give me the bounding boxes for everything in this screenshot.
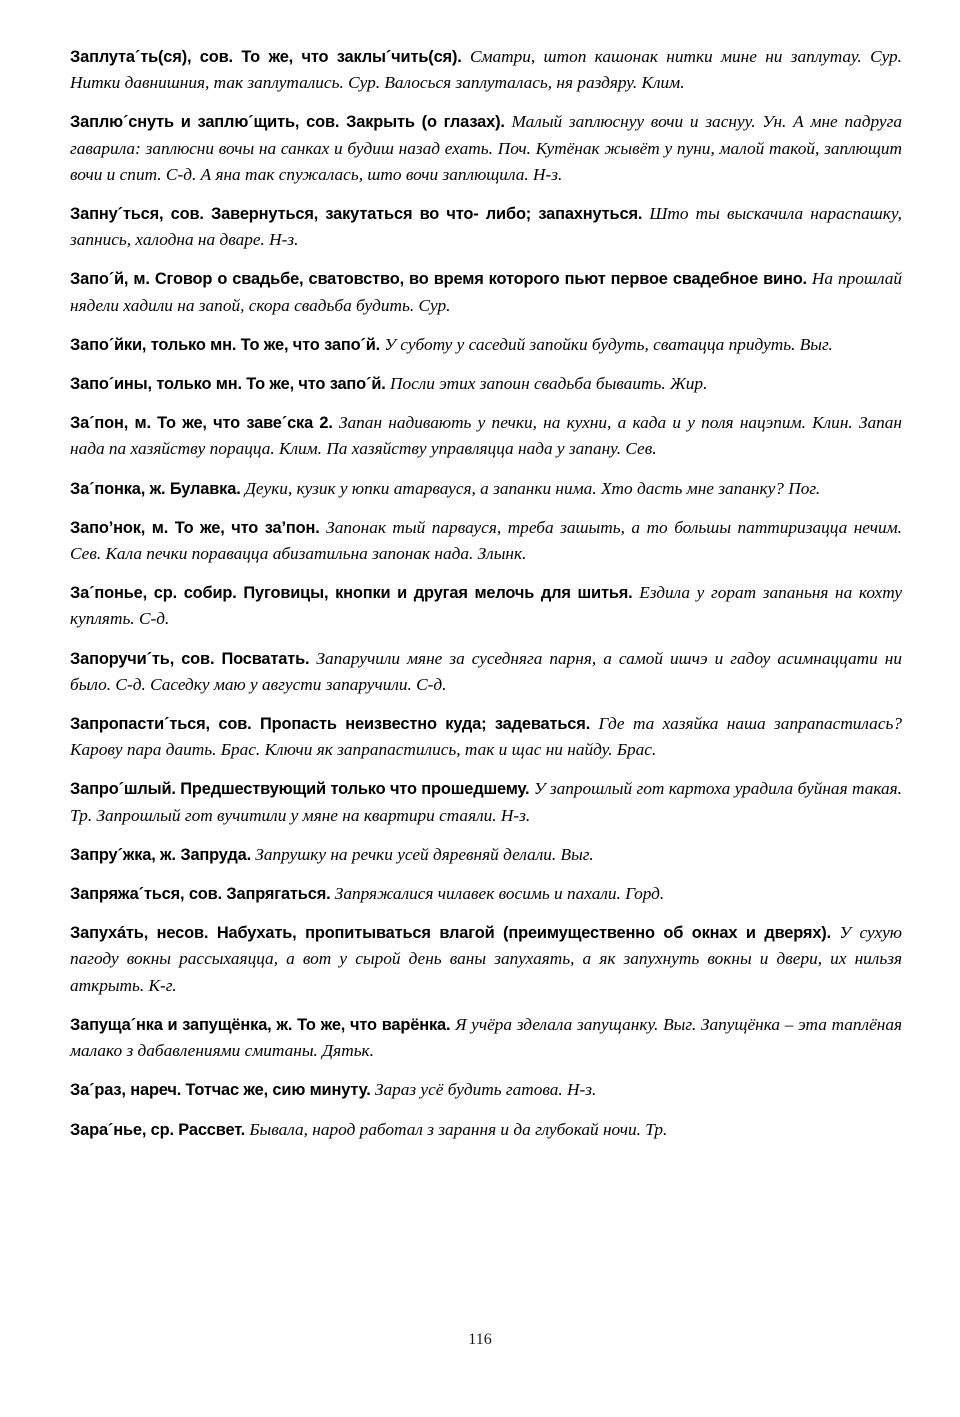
entry-headword: Запро´шлый. Предшествующий только что прошедшему.	[70, 780, 530, 799]
entry-examples: Посли этих запоин свадьба бываить. Жир.	[389, 374, 708, 394]
dictionary-entry	[70, 842, 902, 868]
entry-examples: Што ты выскачила нараспашку, запнись, халодна на дваре. Н-з.	[70, 204, 902, 250]
dictionary-entry	[70, 1077, 902, 1103]
entry-examples: Бывала, народ работал з зарання и да глубокай ночи. Тр.	[249, 1119, 668, 1139]
dictionary-entry	[70, 711, 902, 763]
dictionary-entry	[70, 44, 902, 96]
entry-headword: Запо’нок, м. То же, что за’пон.	[70, 518, 320, 537]
entry-examples: Ездила у горат запаньня на кохту куплять. С-д.	[70, 583, 903, 629]
entry-examples: Малый заплюснуу вочи и заснуу. Ун. А мне падруга гаварила: заплюсни вочы на санках и будиш назад ехать. Поч. Кутёнак жывёт у пуни, малой такой, заплющит вочи и спит. С-д. А яна так спужалась, што вочи заплющила. Н-з.	[70, 112, 902, 184]
dictionary-entry	[70, 109, 902, 188]
dictionary-entry	[70, 920, 902, 999]
dictionary-entry	[70, 881, 902, 907]
entry-headword: Заплута´ть(ся), сов. То же, что заклы´чить(ся).	[70, 48, 462, 66]
entry-headword: Зара´нье, ср. Рассвет.	[70, 1120, 246, 1139]
entry-headword: Запо´ины, только мн. То же, что запо´й.	[70, 375, 386, 394]
dictionary-entry	[70, 1012, 902, 1064]
entry-examples: Запрушку на речки усей дяревняй делали. Выг.	[255, 844, 594, 864]
entry-headword: Запо´йки, только мн. То же, что запо´й.	[70, 335, 381, 354]
dictionary-entry	[70, 515, 902, 567]
entry-headword: За´понка, ж. Булавка.	[70, 479, 241, 498]
entry-examples: Зараз усё будить гатова. Н-з.	[374, 1080, 597, 1100]
entry-headword: Запо´й, м. Сговор о свадьбе, сватовство, во время которого пьют первое свадебное вино.	[70, 270, 807, 289]
entry-headword: Запуща´нка и запущёнка, ж. То же, что варёнка.	[70, 1015, 451, 1034]
dictionary-entry	[70, 371, 902, 397]
entry-examples: Запряжалися чилавек восимь и пахали. Горд.	[334, 884, 665, 904]
entry-headword: За´понье, ср. собир. Пуговицы, кнопки и другая мелочь для шитья.	[70, 584, 633, 603]
entry-examples: У сухую пагоду вокны рассыхаяцца, а вот у сырой день ваны запухаять, а як запухнуть вокны и двери, их нильзя аткрыть. К-г.	[70, 923, 902, 995]
dictionary-entry	[70, 646, 902, 698]
entry-headword: Заплю´снуть и заплю´щить, сов. Закрыть (о глазах).	[70, 113, 505, 132]
entry-examples: Я учёра зделала запущанку. Выг. Запущёнка – эта таплёная малако з дабавлениями смитаны. Дятьк.	[70, 1014, 902, 1061]
entry-examples: Запонак тый парвауся, треба зашыть, а то большы паттиризацца нечим. Сев. Кала печки поравацца абизатильна запонак нада. Злынк.	[70, 517, 902, 564]
entry-headword: За´раз, нареч. Тотчас же, сию минуту.	[70, 1081, 371, 1100]
entry-headword: Запну´ться, сов. Завернуться, закутаться во что- либо; запахнуться.	[70, 205, 643, 224]
page-number: 116	[468, 1331, 492, 1348]
entry-examples: На прошлай нядели хадили на запой, скора свадьба будить. Сур.	[70, 269, 903, 315]
entry-headword: Запухáть, несов. Набухать, пропитываться влагой (преимущественно об окнах и дверях).	[70, 924, 831, 943]
dictionary-entry-list	[70, 44, 902, 1143]
dictionary-entry	[70, 410, 902, 462]
entry-examples: У запрошлый гот картоха урадила буйная такая. Тр. Запрошлый гот вучитили у мяне на квартири стаяли. Н-з.	[70, 779, 902, 825]
dictionary-entry	[70, 476, 902, 502]
entry-examples: Запаручили мяне за суседняга парня, а самой ишчэ и гадоу асимнаццати ни было. С-д. Саседку маю у августи запаручили. С-д.	[70, 648, 902, 694]
entry-headword: Запоручи´ть, сов. Посватать.	[70, 649, 310, 668]
dictionary-entry	[70, 1117, 902, 1143]
entry-headword: За´пон, м. То же, что заве´ска 2.	[70, 414, 333, 433]
entry-examples: Запан надивають у печки, на кухни, а када и у поля нацэпим. Клин. Запан нада па хазяйству порацца. Клим. Па хазяйству управляцца нада у запану. Сев.	[70, 413, 902, 459]
entry-headword: Запряжа´ться, сов. Запрягаться.	[70, 885, 331, 904]
dictionary-entry	[70, 266, 902, 318]
dictionary-entry	[70, 332, 902, 358]
entry-examples: Сматри, штоп кашонак нитки мине ни заплутау. Сур. Нитки давнишния, так заплутались. Сур. Валосься заплуталась, ня раздяру. Клим.	[70, 47, 902, 93]
entry-headword: Запру´жка, ж. Запруда.	[70, 845, 251, 864]
dictionary-entry	[70, 201, 902, 253]
dictionary-entry	[70, 580, 902, 632]
dictionary-entry	[70, 776, 902, 828]
entry-examples: Деуки, кузик у юпки атарвауся, а запанки нима. Хто дасть мне запанку? Пог.	[244, 478, 821, 498]
entry-examples: Где та хазяйка наша запрапастилась? Карову пара даить. Брас. Ключи як запрапастились, так и щас ни найду. Брас.	[70, 714, 902, 760]
entry-headword: Запропасти´ться, сов. Пропасть неизвестно куда; задеваться.	[70, 715, 591, 734]
entry-examples: У суботу у саседий запойки будуть, сватацца придуть. Выг.	[384, 334, 833, 354]
